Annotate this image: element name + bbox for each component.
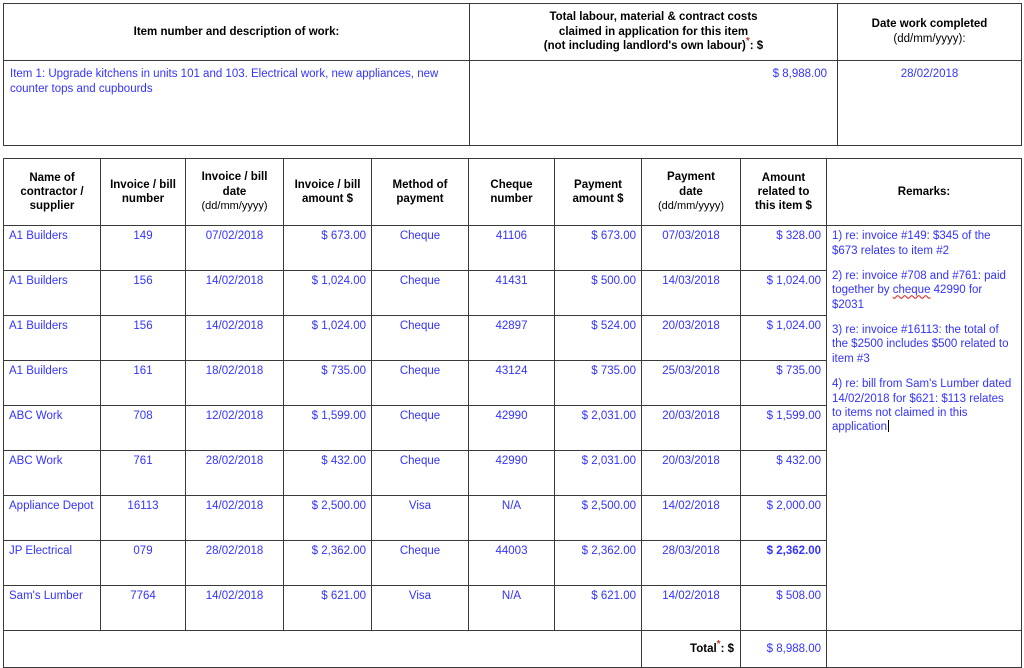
item-table-header-row — [4, 4, 1022, 61]
total-label-suffix: : $ — [720, 642, 734, 655]
item-date-completed-value[interactable]: 28/02/2018 — [838, 61, 1022, 146]
cell-invoice-amount[interactable]: $ 621.00 — [284, 586, 372, 631]
cell-amount-related[interactable]: $ 1,024.00 — [741, 271, 827, 316]
header-total-cost-line1: Total labour, material & contract costs — [549, 11, 758, 23]
text-cursor-caret — [888, 420, 889, 432]
remark-note-1: 1) re: invoice #149: $345 of the $673 relates to item #2 — [832, 230, 991, 257]
cell-cheque-number[interactable]: 41431 — [469, 271, 555, 316]
cell-invoice-amount[interactable]: $ 2,500.00 — [284, 496, 372, 541]
col-header-payment-date-format: (dd/mm/yyyy) — [658, 200, 724, 213]
cell-payment-amount[interactable]: $ 673.00 — [555, 226, 642, 271]
cell-invoice-number[interactable]: 079 — [101, 541, 186, 586]
cell-method-of-payment[interactable]: Cheque — [372, 541, 469, 586]
cell-amount-related[interactable]: $ 328.00 — [741, 226, 827, 271]
cell-invoice-amount[interactable]: $ 2,362.00 — [284, 541, 372, 586]
col-header-cheque-l1: Cheque — [490, 178, 533, 191]
asterisk-marker: * — [745, 36, 750, 48]
total-amount-value[interactable]: $ 8,988.00 — [741, 631, 827, 668]
cell-contractor[interactable]: ABC Work — [4, 451, 101, 496]
invoice-detail-table — [3, 158, 1022, 668]
cell-payment-amount[interactable]: $ 2,031.00 — [555, 406, 642, 451]
col-header-amount-related-l2: related to — [757, 185, 810, 198]
col-header-invoice-date — [186, 159, 284, 226]
col-header-amount-related-l1: Amount — [761, 171, 806, 184]
col-header-invoice-amount-l1: Invoice / bill — [294, 178, 361, 191]
total-label-text: Total — [690, 642, 717, 655]
remark-note-2 — [832, 269, 1016, 312]
cell-invoice-amount[interactable]: $ 432.00 — [284, 451, 372, 496]
cell-invoice-number[interactable]: 156 — [101, 271, 186, 316]
cell-contractor[interactable]: A1 Builders — [4, 316, 101, 361]
cell-payment-date[interactable]: 25/03/2018 — [642, 361, 741, 406]
cell-contractor[interactable]: Sam's Lumber — [4, 586, 101, 631]
cell-method-of-payment[interactable]: Cheque — [372, 406, 469, 451]
cell-method-of-payment[interactable]: Cheque — [372, 226, 469, 271]
col-header-contractor — [4, 159, 101, 226]
col-header-invoice-date-l1: Invoice / bill — [201, 171, 268, 184]
remark-note-3: 3) re: invoice #16113: the total of the $2500 includes $500 related to item #3 — [832, 324, 1009, 365]
item-total-cost-value[interactable]: $ 8,988.00 — [470, 61, 838, 146]
header-date-completed-format: (dd/mm/yyyy): — [893, 33, 966, 46]
remark-note-2-part-b: 42990 for $2031 — [832, 284, 983, 311]
cell-amount-related[interactable]: $ 2,000.00 — [741, 496, 827, 541]
cell-invoice-amount[interactable]: $ 673.00 — [284, 226, 372, 271]
cell-contractor[interactable]: JP Electrical — [4, 541, 101, 586]
cell-invoice-number[interactable]: 161 — [101, 361, 186, 406]
col-header-remarks: Remarks: — [827, 159, 1022, 226]
cell-payment-date[interactable]: 20/03/2018 — [642, 451, 741, 496]
cell-cheque-number[interactable]: 42990 — [469, 451, 555, 496]
spellcheck-flagged-word[interactable]: cheque — [892, 284, 931, 297]
total-row — [4, 631, 1022, 668]
col-header-invoice-number-l1: Invoice / bill — [110, 178, 176, 191]
invoice-table-body — [4, 226, 1022, 668]
col-header-invoice-number-l2: number — [121, 193, 165, 206]
cell-amount-related[interactable]: $ 432.00 — [741, 451, 827, 496]
total-row-spacer — [4, 631, 642, 668]
item-description-table — [3, 3, 1022, 146]
cell-invoice-date[interactable]: 14/02/2018 — [186, 586, 284, 631]
cell-invoice-date[interactable]: 28/02/2018 — [186, 451, 284, 496]
cell-contractor[interactable]: A1 Builders — [4, 271, 101, 316]
cell-cheque-number[interactable]: 43124 — [469, 361, 555, 406]
cell-amount-related[interactable]: $ 1,024.00 — [741, 316, 827, 361]
col-header-payment-amount-l1: Payment — [574, 178, 622, 191]
col-header-amount-related-l3: this item $ — [755, 200, 812, 213]
cell-method-of-payment[interactable]: Cheque — [372, 316, 469, 361]
col-header-invoice-amount-l2: amount $ — [301, 193, 354, 206]
cell-payment-date[interactable]: 07/03/2018 — [642, 226, 741, 271]
col-header-invoice-date-l2: date — [222, 185, 247, 198]
cell-contractor[interactable]: A1 Builders — [4, 361, 101, 406]
invoice-table-header-row — [4, 159, 1022, 226]
cell-invoice-number[interactable]: 708 — [101, 406, 186, 451]
cell-method-of-payment[interactable]: Visa — [372, 586, 469, 631]
cell-method-of-payment[interactable]: Cheque — [372, 361, 469, 406]
cell-invoice-date[interactable]: 14/02/2018 — [186, 496, 284, 541]
cell-invoice-number[interactable]: 156 — [101, 316, 186, 361]
col-header-method-l2: payment — [396, 193, 444, 206]
col-header-payment-date-l2: date — [679, 185, 703, 198]
cell-invoice-amount[interactable]: $ 1,599.00 — [284, 406, 372, 451]
col-header-payment-date — [642, 159, 741, 226]
header-total-cost — [470, 4, 838, 61]
table-row — [4, 226, 1022, 271]
cell-method-of-payment[interactable]: Visa — [372, 496, 469, 541]
cell-contractor[interactable]: Appliance Depot — [4, 496, 101, 541]
cell-invoice-date[interactable]: 28/02/2018 — [186, 541, 284, 586]
header-date-completed — [838, 4, 1022, 61]
cell-invoice-amount[interactable]: $ 1,024.00 — [284, 316, 372, 361]
col-header-payment-date-l1: Payment — [667, 171, 715, 184]
cell-payment-amount[interactable]: $ 500.00 — [555, 271, 642, 316]
cell-invoice-amount[interactable]: $ 735.00 — [284, 361, 372, 406]
header-total-cost-line3: (not including landlord's own labour) — [543, 40, 746, 53]
remark-note-4: 4) re: bill from Sam's Lumber dated 14/02/2018 for $621: $113 relates to items not claimed in this application — [832, 378, 1012, 434]
col-header-payment-amount-l2: amount $ — [572, 193, 624, 206]
cell-payment-date[interactable]: 20/03/2018 — [642, 406, 741, 451]
cell-payment-amount[interactable]: $ 621.00 — [555, 586, 642, 631]
cell-invoice-number[interactable]: 7764 — [101, 586, 186, 631]
cell-payment-date[interactable]: 28/03/2018 — [642, 541, 741, 586]
col-header-contractor-l2: contractor / — [20, 185, 84, 198]
cell-cheque-number[interactable]: 44003 — [469, 541, 555, 586]
cell-payment-date[interactable]: 14/02/2018 — [642, 496, 741, 541]
cell-payment-amount[interactable]: $ 2,500.00 — [555, 496, 642, 541]
col-header-invoice-amount — [284, 159, 372, 226]
cell-invoice-amount[interactable]: $ 1,024.00 — [284, 271, 372, 316]
cell-invoice-date[interactable]: 14/02/2018 — [186, 316, 284, 361]
cell-invoice-date[interactable]: 07/02/2018 — [186, 226, 284, 271]
col-header-cheque-number — [469, 159, 555, 226]
cell-cheque-number[interactable]: N/A — [469, 586, 555, 631]
item-table-data-row — [4, 61, 1022, 146]
cell-invoice-date[interactable]: 14/02/2018 — [186, 271, 284, 316]
cell-invoice-number[interactable]: 16113 — [101, 496, 186, 541]
cell-payment-amount[interactable]: $ 2,362.00 — [555, 541, 642, 586]
header-date-completed-line1: Date work completed — [871, 18, 988, 31]
cell-amount-related[interactable]: $ 2,362.00 — [741, 541, 827, 586]
item-description-value[interactable]: Item 1: Upgrade kitchens in units 101 and 103. Electrical work, new appliances, new counter tops and cupbourds — [4, 61, 470, 146]
header-item-description: Item number and description of work: — [4, 4, 470, 61]
cell-payment-date[interactable]: 14/03/2018 — [642, 271, 741, 316]
col-header-method — [372, 159, 469, 226]
cell-contractor[interactable]: ABC Work — [4, 406, 101, 451]
cell-method-of-payment[interactable]: Cheque — [372, 451, 469, 496]
header-total-cost-line2: claimed in application for this item — [558, 25, 749, 38]
col-header-contractor-l1: Name of — [29, 171, 75, 184]
cell-payment-amount[interactable]: $ 524.00 — [555, 316, 642, 361]
asterisk-marker: * — [716, 639, 721, 651]
cell-cheque-number[interactable]: 42897 — [469, 316, 555, 361]
col-header-amount-related — [741, 159, 827, 226]
col-header-payment-amount — [555, 159, 642, 226]
header-total-cost-suffix: : $ — [749, 40, 764, 53]
cell-cheque-number[interactable]: 42990 — [469, 406, 555, 451]
col-header-contractor-l3: supplier — [29, 200, 75, 213]
remarks-cell[interactable] — [827, 226, 1022, 631]
cell-amount-related[interactable]: $ 735.00 — [741, 361, 827, 406]
cell-invoice-number[interactable]: 761 — [101, 451, 186, 496]
cell-payment-date[interactable]: 14/02/2018 — [642, 586, 741, 631]
cell-contractor[interactable]: A1 Builders — [4, 226, 101, 271]
table-spacer — [3, 146, 1021, 158]
col-header-method-l1: Method of — [392, 178, 448, 191]
cell-invoice-date[interactable]: 12/02/2018 — [186, 406, 284, 451]
cell-amount-related[interactable]: $ 1,599.00 — [741, 406, 827, 451]
col-header-invoice-number — [101, 159, 186, 226]
total-label — [642, 631, 741, 668]
cell-payment-amount[interactable]: $ 2,031.00 — [555, 451, 642, 496]
cell-payment-date[interactable]: 20/03/2018 — [642, 316, 741, 361]
col-header-invoice-date-format: (dd/mm/yyyy) — [201, 200, 268, 213]
cell-invoice-date[interactable]: 18/02/2018 — [186, 361, 284, 406]
remark-note-2-part-a: 2) re: invoice #708 and #761: paid together by — [832, 269, 1006, 297]
cell-payment-amount[interactable]: $ 735.00 — [555, 361, 642, 406]
cell-cheque-number[interactable]: 41106 — [469, 226, 555, 271]
total-row-remarks-blank — [827, 631, 1022, 668]
cell-method-of-payment[interactable]: Cheque — [372, 271, 469, 316]
col-header-cheque-l2: number — [490, 193, 533, 206]
cell-amount-related[interactable]: $ 508.00 — [741, 586, 827, 631]
cell-invoice-number[interactable]: 149 — [101, 226, 186, 271]
cell-cheque-number[interactable]: N/A — [469, 496, 555, 541]
